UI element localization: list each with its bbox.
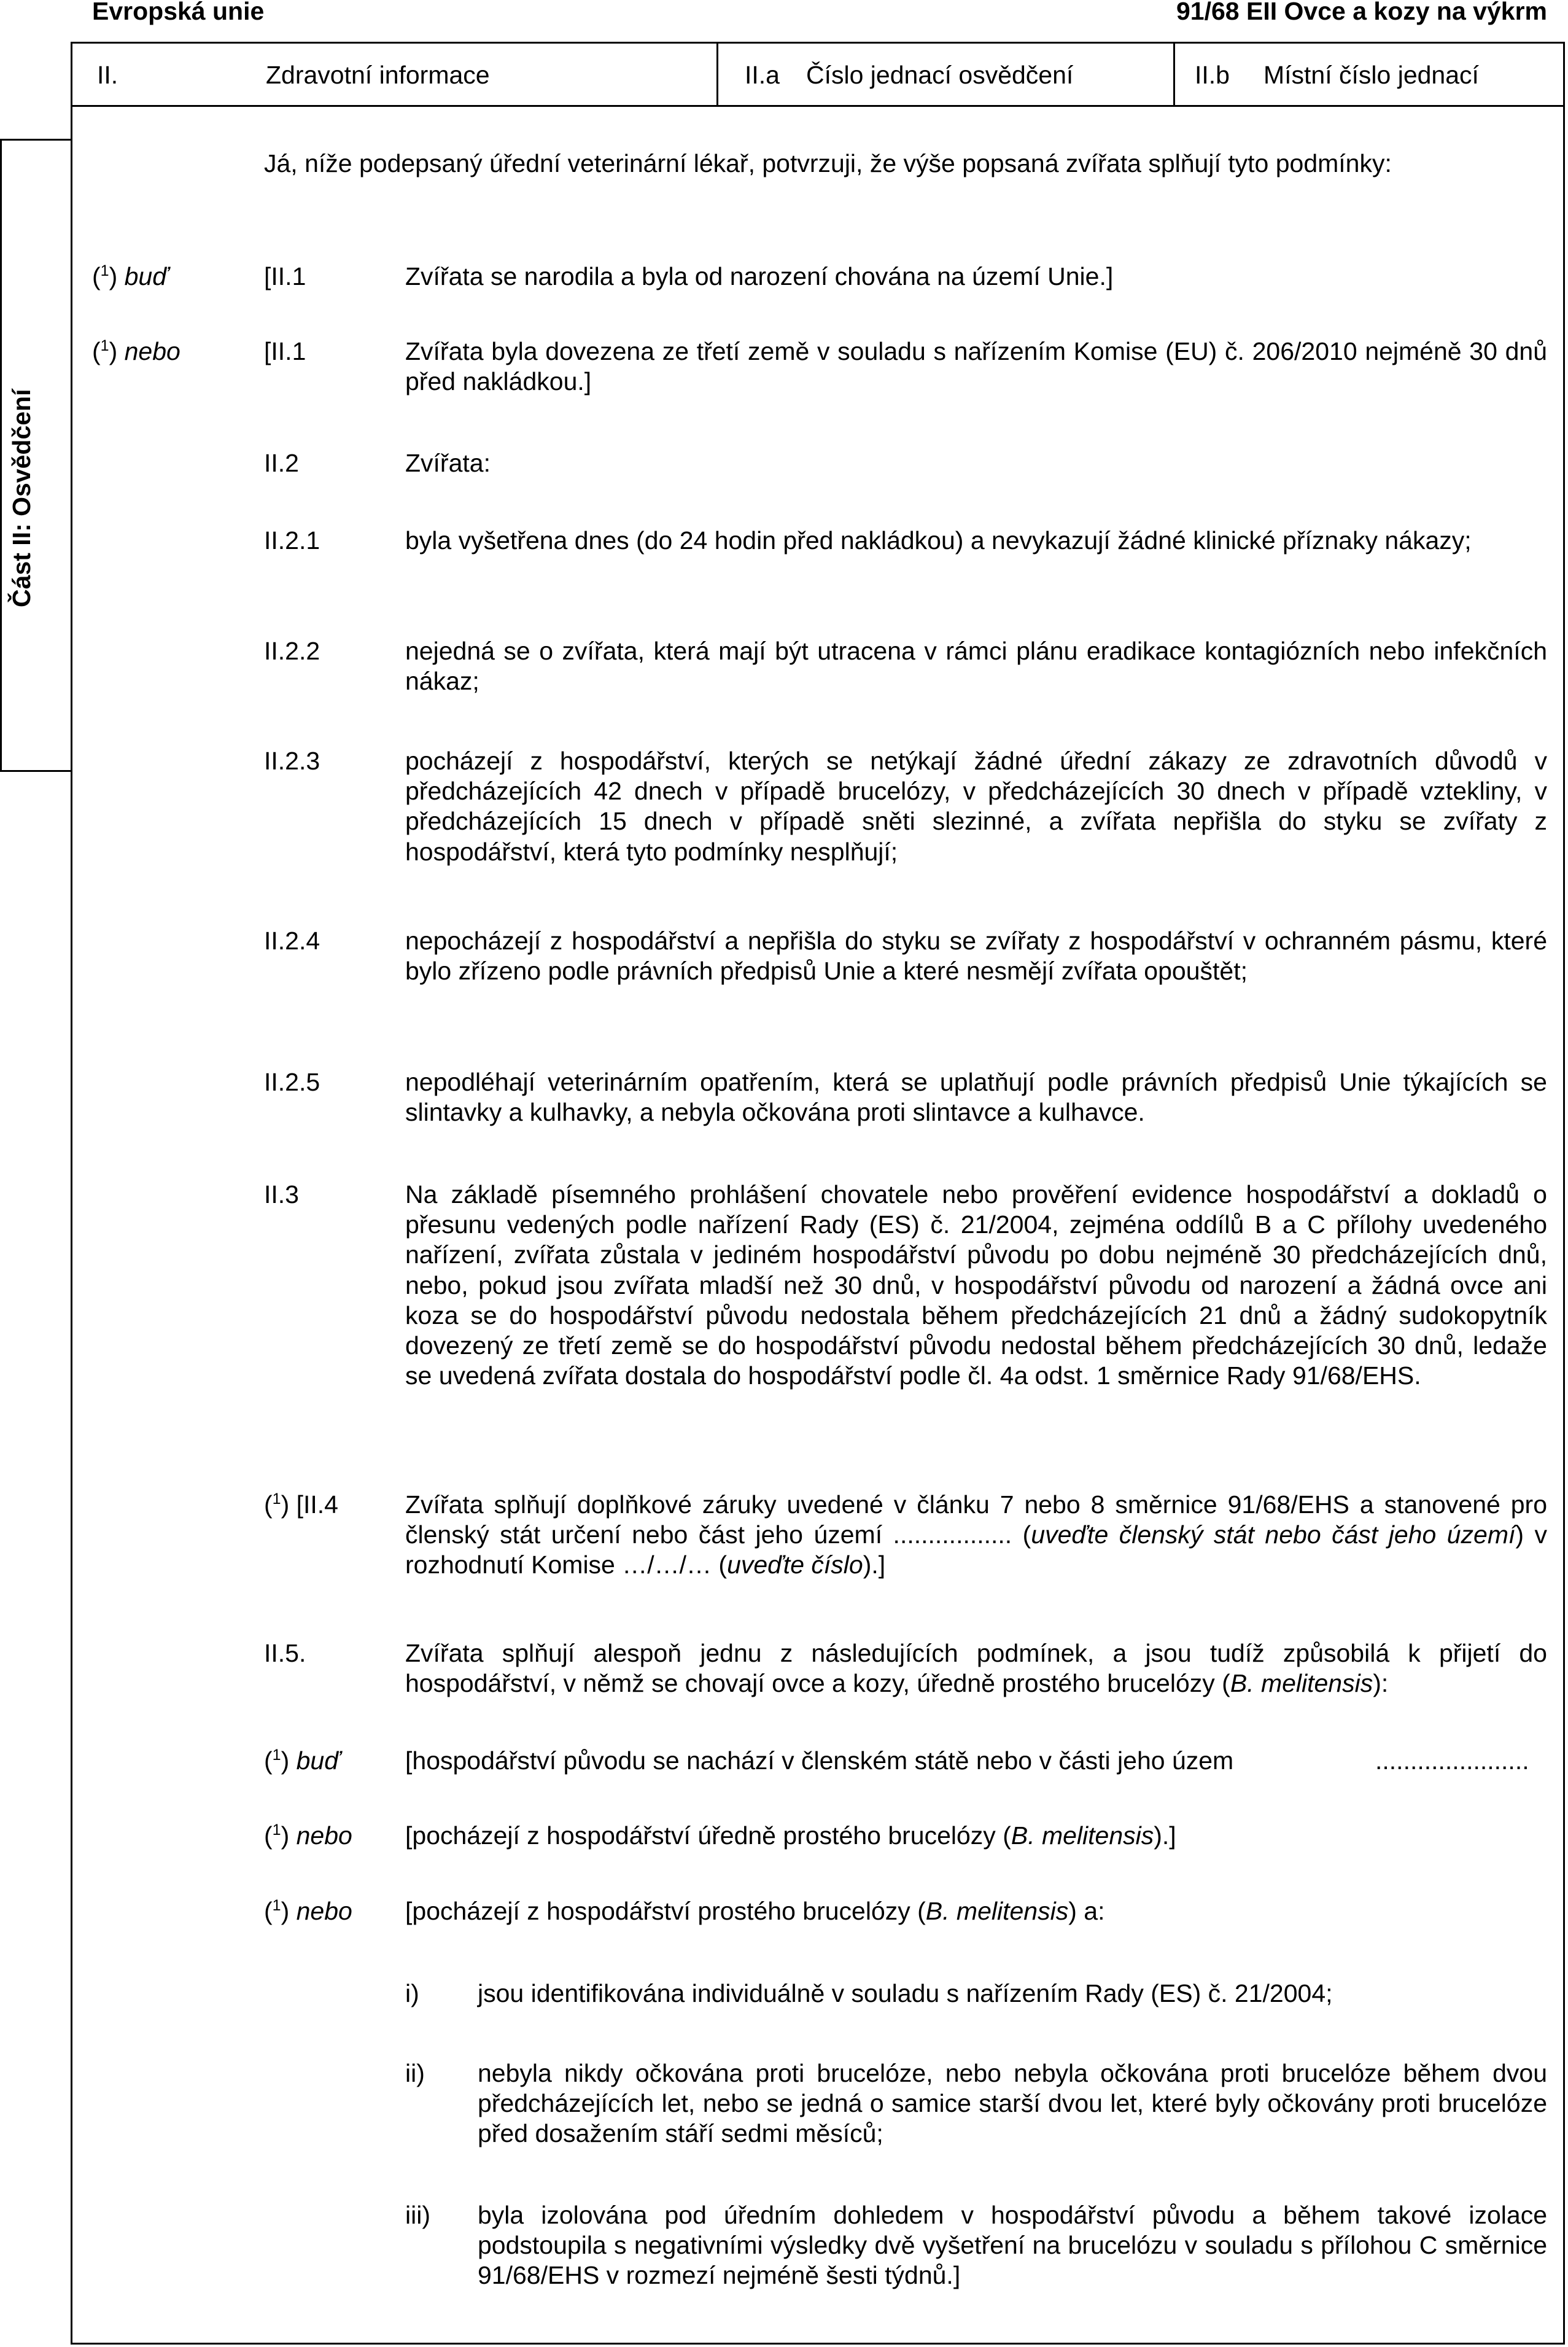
item-text: byla vyšetřena dnes (do 24 hodin před nakládkou) a nevykazují žádné klinické příznaky nákazy;: [405, 526, 1472, 555]
sub-item-text: jsou identifikována individuálně v souladu s nařízením Rady (ES) č. 21/2004;: [478, 1979, 1333, 2007]
item-text: Zvířata byla dovezena ze třetí země v souladu s nařízením Komise (EU) č. 206/2010 nejméně 30 dnů před nakládkou.]: [405, 337, 1547, 396]
sub-item-number: iii): [405, 2201, 430, 2229]
item-text: Na základě písemného prohlášení chovatele nebo prověření evidence hospodářství a dokladů o přesunu vedených podle nařízení Rady (ES) č. 21/2004, zejména oddílů B a C přílohy uvedeného nařízení, zvířata zůstala v jediném hospodářství původu po dobu nejméně 30 předcházejících dnů, nebo, pokud jsou zvířata mladší než 30 dnů, v hospodářství původu od narození a žádná ovce ani koza se do hospodářství původu nedostala během předcházejících 21 dnů a žádný sudokopytník dovezený ze třetí země se do hospodářství původu nedostal během předcházejících 30 dnů, ledaže se uvedená zvířata dostala do hospodářství podle čl. 4a odst. 1 směrnice Rady 91/68/EHS.: [405, 1180, 1547, 1390]
item-number: II.2.1: [264, 526, 320, 555]
section-title: Zdravotní informace: [266, 61, 490, 89]
item-text: nepocházejí z hospodářství a nepřišla do styku se zvířaty z hospodářství v ochranném pásmu, které bylo zřízeno podle právních předpisů Unie a které nesmějí zvířata opouštět;: [405, 927, 1547, 986]
item-text: nejedná se o zvířata, která mají být utracena v rámci plánu eradikace kontagiózních nebo infekčních nákaz;: [405, 637, 1547, 696]
item-text: [pocházejí z hospodářství úředně prostého brucelózy (B. melitensis).]: [405, 1821, 1176, 1850]
item-text: [pocházejí z hospodářství prostého brucelózy (B. melitensis) a:: [405, 1897, 1105, 1925]
option-marker: ($^1$) [II.4: [264, 1490, 338, 1519]
header-left: Evropská unie: [92, 0, 265, 25]
section-number: II.: [97, 61, 118, 89]
divider: [1173, 44, 1175, 105]
item-number: II.2: [264, 449, 299, 477]
item-text: pocházejí z hospodářství, kterých se netýkají žádné úřední zákazy ze zdravotních důvodů v předcházejících 42 dnech v případě brucelózy, v předcházejících 30 dnech v případě vztekliny, v předcházejících 15 dnech v případě sněti slezinné, a zvířata nepřišla do styku se zvířaty z hospodářství, která tyto podmínky nesplňují;: [405, 747, 1547, 866]
item-text: Zvířata:: [405, 449, 491, 477]
header-right: 91/68 EII Ovce a kozy na výkrm: [1176, 0, 1547, 25]
item-text: Zvířata splňují alespoň jednu z následujících podmínek, a jsou tudíž způsobilá k přijetí do hospodářství, v němž se chovají ovce a kozy, úředně prostého brucelózy (B. melitensis):: [405, 1639, 1547, 1698]
item-number: II.3: [264, 1180, 299, 1209]
intro-text: Já, níže podepsaný úřední veterinární lékař, potvrzuji, že výše popsaná zvířata splňují tyto podmínky:: [264, 149, 1392, 177]
ref-number-label: II.a: [745, 61, 780, 89]
item-number: II.2.4: [264, 927, 320, 955]
sub-item-number: i): [405, 1979, 419, 2007]
item-text: Zvířata splňují doplňkové záruky uvedené v článku 7 nebo 8 směrnice 91/68/EHS a stanovené pro členský stát určení nebo část jeho území ................. (uveďte členský stát nebo část jeho území) v rozhodnutí Komise …/…/… (uveďte číslo).]: [405, 1490, 1548, 1579]
item-text: [hospodářství původu se nachází v členském státě nebo v části jeho územ ......................: [405, 1746, 1529, 1775]
sub-item-number: ii): [405, 2059, 425, 2087]
item-number: [II.1: [264, 262, 306, 290]
option-marker: ($^1$) buď: [264, 1746, 340, 1775]
item-number: II.2.5: [264, 1068, 320, 1096]
item-text: Zvířata se narodila a byla od narození chována na území Unie.]: [405, 262, 1114, 290]
item-number: II.5.: [264, 1639, 306, 1667]
sub-item-text: byla izolována pod úředním dohledem v hospodářství původu a během takové izolace podstoupila s negativními výsledky dvě vyšetření na brucelózu v souladu s přílohou C směrnice 91/68/EHS v rozmezí nejméně šesti týdnů.]: [478, 2201, 1547, 2290]
option-marker: ($^1$) buď: [92, 262, 168, 290]
side-panel: [0, 139, 72, 772]
side-label: Část II: Osvědčení: [7, 389, 36, 607]
item-number: II.2.3: [264, 747, 320, 775]
ref-number-title: Číslo jednací osvědčení: [806, 61, 1074, 89]
item-text: nepodléhají veterinárním opatřením, která se uplatňují podle právních předpisů Unie týkajících se slintavky a kulhavky, a nebyla očkována proti slintavce a kulhavce.: [405, 1068, 1547, 1127]
option-marker: ($^1$) nebo: [92, 337, 180, 365]
divider: [716, 44, 718, 105]
option-marker: ($^1$) nebo: [264, 1897, 352, 1925]
item-number: [II.1: [264, 337, 306, 365]
item-number: II.2.2: [264, 637, 320, 665]
local-ref-title: Místní číslo jednací: [1263, 61, 1479, 89]
option-marker: ($^1$) nebo: [264, 1821, 352, 1850]
local-ref-label: II.b: [1195, 61, 1230, 89]
sub-item-text: nebyla nikdy očkována proti brucelóze, nebo nebyla očkována proti brucelóze během dvou předcházejících let, nebo se jedná o samice starší dvou let, které byly očkovány proti brucelóze před dosažením stáří sedmi měsíců;: [478, 2059, 1547, 2148]
section-header-row: [72, 44, 1563, 107]
